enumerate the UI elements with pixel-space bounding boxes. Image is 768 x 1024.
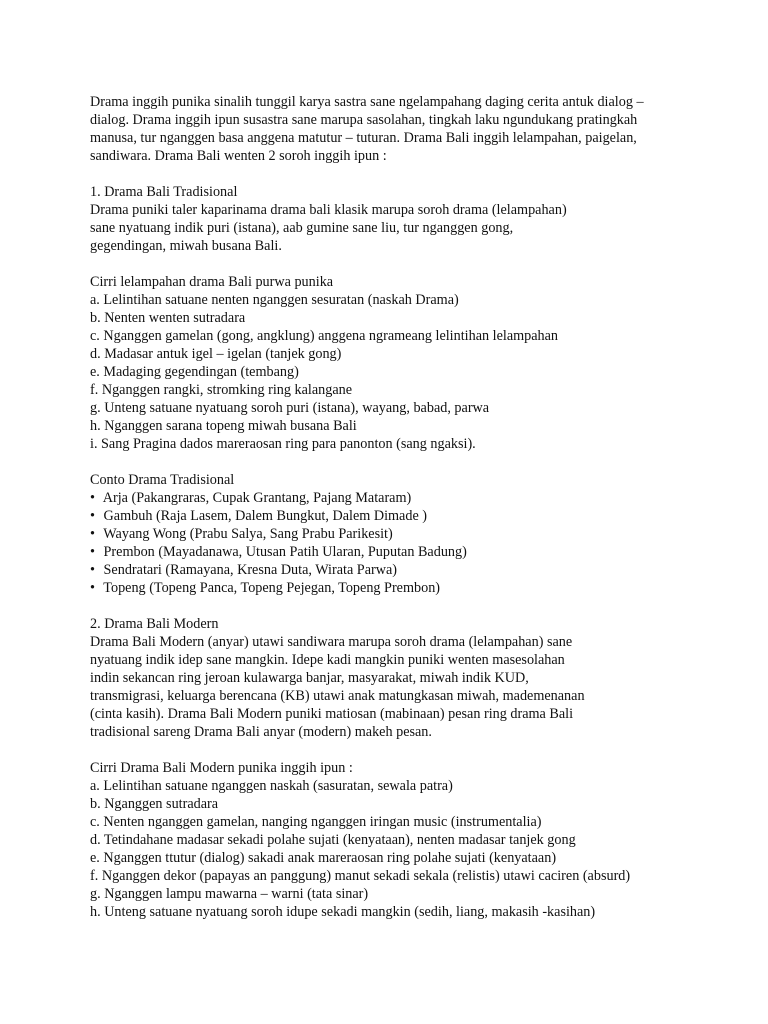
example-item [90, 543, 690, 561]
example-item [90, 507, 690, 525]
paragraph-gap [90, 255, 690, 273]
intro-line: manusa, tur nganggen basa anggena matutur – tuturan. Drama Bali inggih lelampahan, paigelan, [90, 130, 637, 146]
example-text: Arja (Pakangraras, Cupak Grantang, Pajang Mataram) [102, 490, 412, 506]
bullet-icon: • [90, 526, 95, 542]
trait-item: g. Unteng satuane nyatuang soroh puri (istana), wayang, babad, parwa [90, 400, 490, 416]
trait-item: e. Madaging gegendingan (tembang) [90, 364, 299, 380]
paragraph-gap [90, 597, 690, 615]
section-body-line: gegendingan, miwah busana Bali. [90, 238, 282, 254]
section-body-line: indin sekancan ring jeroan kulawarga banjar, masyarakat, miwah indik KUD, [90, 670, 529, 686]
bullet-icon: • [90, 544, 95, 560]
paragraph-gap [90, 453, 690, 471]
trait-item: h. Unteng satuane nyatuang soroh idupe sekadi mangkin (sedih, liang, makasih -kasihan) [90, 904, 596, 920]
document-page [90, 93, 690, 921]
example-item [90, 489, 690, 507]
example-text: Wayang Wong (Prabu Salya, Sang Prabu Parikesit) [103, 526, 393, 542]
trait-item: d. Madasar antuk igel – igelan (tanjek gong) [90, 346, 342, 362]
example-item [90, 561, 690, 579]
paragraph-gap [90, 741, 690, 759]
example-text: Topeng (Topeng Panca, Topeng Pejegan, Topeng Prembon) [103, 580, 441, 596]
intro-line: sandiwara. Drama Bali wenten 2 soroh inggih ipun : [90, 148, 387, 164]
trait-item: h. Nganggen sarana topeng miwah busana Bali [90, 418, 357, 434]
intro-line: Drama inggih punika sinalih tunggil karya sastra sane ngelampahang daging cerita antuk dialog – [90, 94, 644, 110]
trait-item: g. Nganggen lampu mawarna – warni (tata sinar) [90, 886, 369, 902]
traits-heading: Cirri lelampahan drama Bali purwa punika [90, 274, 334, 290]
example-text: Gambuh (Raja Lasem, Dalem Bungkut, Dalem Dimade ) [103, 508, 428, 524]
traits-heading: Cirri Drama Bali Modern punika inggih ipun : [90, 760, 353, 776]
section-body-line: sane nyatuang indik puri (istana), aab gumine sane liu, tur nganggen gong, [90, 220, 514, 236]
bullet-icon: • [90, 580, 95, 596]
section-body-line: nyatuang indik idep sane mangkin. Idepe kadi mangkin puniki wenten masesolahan [90, 652, 565, 668]
trait-item: b. Nenten wenten sutradara [90, 310, 246, 326]
example-text: Sendratari (Ramayana, Kresna Duta, Wirata Parwa) [103, 562, 397, 578]
section-body-line: transmigrasi, keluarga berencana (KB) utawi anak matungkasan miwah, mademenanan [90, 688, 585, 704]
section-heading: 2. Drama Bali Modern [90, 616, 219, 632]
section-body-line: Drama puniki taler kaparinama drama bali klasik marupa soroh drama (lelampahan) [90, 202, 567, 218]
trait-item: e. Nganggen ttutur (dialog) sakadi anak mareraosan ring polahe sujati (kenyataan) [90, 850, 557, 866]
trait-item: f. Nganggen dekor (papayas an panggung) manut sekadi sekala (relistis) utawi caciren (absurd) [90, 868, 631, 884]
paragraph-gap [90, 165, 690, 183]
bullet-icon: • [90, 562, 95, 578]
trait-item: d. Tetindahane madasar sekadi polahe sujati (kenyataan), nenten madasar tanjek gong [90, 832, 576, 848]
trait-item: b. Nganggen sutradara [90, 796, 219, 812]
section-body-line: (cinta kasih). Drama Bali Modern puniki matiosan (mabinaan) pesan ring drama Bali [90, 706, 574, 722]
intro-line: dialog. Drama inggih ipun susastra sane marupa sasolahan, tingkah laku ngundukang pratingkah [90, 112, 638, 128]
trait-item: f. Nganggen rangki, stromking ring kalangane [90, 382, 353, 398]
bullet-icon: • [90, 490, 95, 506]
trait-item: c. Nenten nganggen gamelan, nanging nganggen iringan music (instrumentalia) [90, 814, 542, 830]
section-1 [90, 183, 690, 597]
examples-heading: Conto Drama Tradisional [90, 472, 235, 488]
section-2 [90, 615, 690, 921]
example-item [90, 525, 690, 543]
trait-item: a. Lelintihan satuane nenten nganggen sesuratan (naskah Drama) [90, 292, 459, 308]
section-body-line: Drama Bali Modern (anyar) utawi sandiwara marupa soroh drama (lelampahan) sane [90, 634, 573, 650]
bullet-icon: • [90, 508, 95, 524]
intro-paragraph [90, 93, 690, 165]
section-heading: 1. Drama Bali Tradisional [90, 184, 238, 200]
section-body-line: tradisional sareng Drama Bali anyar (modern) makeh pesan. [90, 724, 432, 740]
example-text: Prembon (Mayadanawa, Utusan Patih Ularan, Puputan Badung) [103, 544, 467, 560]
example-item [90, 579, 690, 597]
trait-item: i. Sang Pragina dados mareraosan ring para panonton (sang ngaksi). [90, 436, 476, 452]
trait-item: a. Lelintihan satuane nganggen naskah (sasuratan, sewala patra) [90, 778, 453, 794]
trait-item: c. Nganggen gamelan (gong, angklung) anggena ngrameang lelintihan lelampahan [90, 328, 559, 344]
